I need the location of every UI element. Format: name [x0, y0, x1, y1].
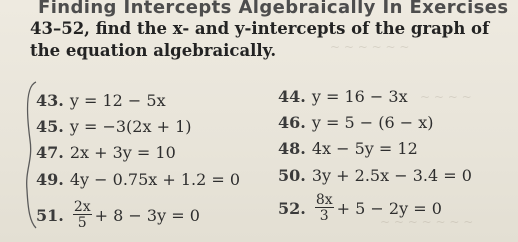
exercise-number: 49. — [36, 170, 64, 189]
exercise-number: 48. — [278, 139, 306, 158]
exercise-50 — [278, 166, 472, 185]
exercise-number: 44. — [278, 87, 306, 106]
equation-rest: + 5 − 2y = 0 — [336, 198, 442, 218]
equation: y = 5 − (6 − x) — [311, 113, 434, 132]
fraction — [73, 200, 92, 230]
fraction — [315, 193, 334, 223]
equation: y = 12 − 5x — [69, 91, 166, 110]
bleed-through-text: ~ ~ ~ ~ ~ ~ — [330, 40, 410, 54]
equation: y = −3(2x + 1) — [69, 117, 192, 136]
exercise-number: 43. — [36, 91, 64, 110]
bleed-through-text: ~ ~ ~ ~ — [420, 90, 472, 104]
exercise-51 — [36, 200, 200, 230]
equation: 3y + 2.5x − 3.4 = 0 — [311, 166, 472, 185]
equation: 2x + 3y = 10 — [69, 143, 176, 162]
fraction-denominator: 5 — [77, 215, 87, 231]
exercise-number: 47. — [36, 143, 64, 162]
exercise-52 — [278, 193, 442, 223]
equation-rest: + 8 − 3y = 0 — [94, 205, 200, 225]
equation: 4x − 5y = 12 — [311, 139, 418, 158]
fraction-denominator: 3 — [319, 208, 329, 224]
exercise-47 — [36, 143, 176, 162]
equation: y = 16 − 3x — [311, 87, 408, 106]
instructions-text: 43–52, find the x- and y-intercepts of the graph of the equation algebraically. — [30, 19, 490, 60]
exercise-48 — [278, 139, 418, 158]
exercise-number: 45. — [36, 117, 64, 136]
bleed-through-text: ~ ~ ~ ~ ~ ~ ~ — [380, 215, 474, 229]
exercise-49 — [36, 170, 240, 189]
exercise-44 — [278, 87, 408, 106]
exercise-number: 50. — [278, 166, 306, 185]
fraction-numerator: 8x — [315, 192, 333, 208]
exercise-43 — [36, 91, 166, 110]
exercise-46 — [278, 113, 433, 132]
equation: 4y − 0.75x + 1.2 = 0 — [69, 170, 241, 189]
exercise-number: 46. — [278, 113, 306, 132]
exercise-45 — [36, 117, 192, 136]
fraction-numerator: 2x — [73, 199, 91, 215]
exercise-number: 52. — [278, 198, 306, 218]
section-heading: Finding Intercepts Algebraically In Exercises — [38, 0, 509, 18]
exercise-number: 51. — [36, 205, 64, 225]
